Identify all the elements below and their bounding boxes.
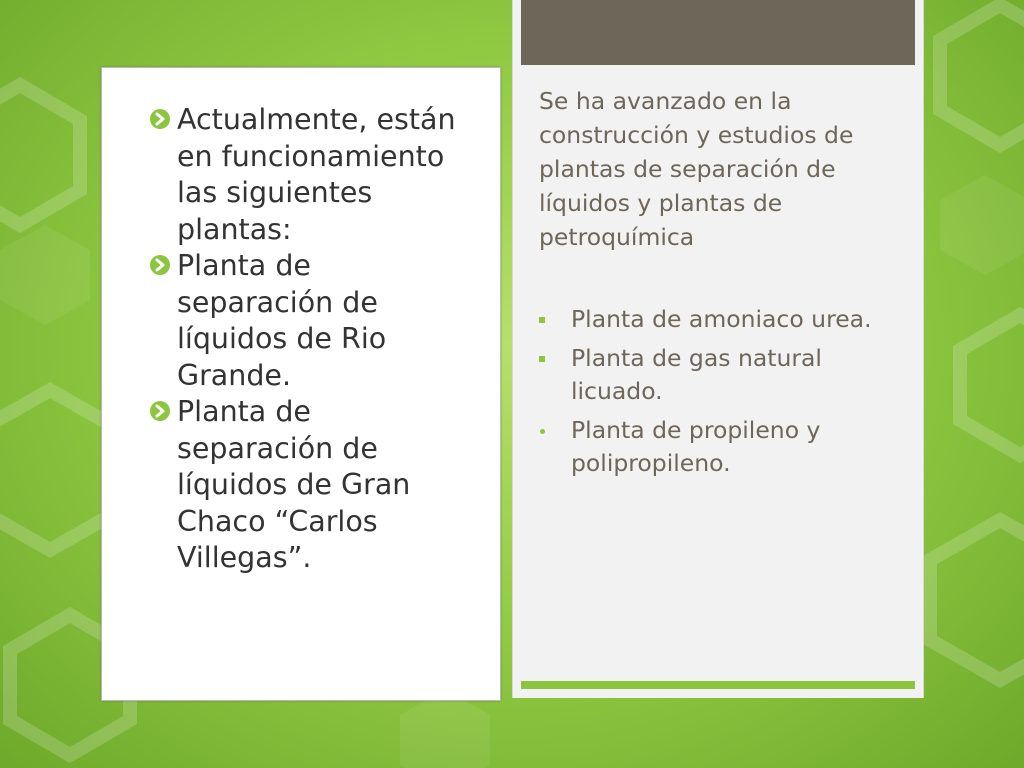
list-item-text: Planta de separación de líquidos de Gran Chaco “Carlos Villegas”. [177, 395, 411, 574]
right-bullet-list [513, 303, 923, 486]
square-bullet-icon [539, 317, 545, 323]
list-item-text: Planta de separación de líquidos de Rio Grande. [177, 249, 387, 392]
circle-chevron-bullet-icon [149, 254, 171, 276]
list-item-text: Planta de amoniaco urea. [571, 305, 872, 333]
list-item [102, 394, 500, 577]
list-item [513, 342, 923, 409]
list-item [513, 414, 923, 481]
list-item [513, 303, 923, 337]
list-item-text: Actualmente, están en funcionamiento las siguientes plantas: [177, 103, 456, 246]
left-content-card [101, 67, 501, 701]
circle-chevron-bullet-icon [149, 400, 171, 422]
header-accent-bar [521, 0, 915, 65]
right-content-card [512, 0, 924, 698]
list-item [102, 102, 500, 248]
list-item-text: Planta de propileno y polipropileno. [571, 415, 821, 477]
footer-accent-bar [521, 681, 915, 689]
intro-paragraph: Se ha avanzado en la construcción y estudios de plantas de separación de líquidos y plantas de petroquímica [539, 87, 854, 251]
list-item-text: Planta de gas natural licuado. [571, 343, 822, 405]
left-bullet-list [102, 102, 500, 577]
list-item [102, 248, 500, 394]
circle-chevron-bullet-icon [149, 108, 171, 130]
dot-bullet-icon [540, 429, 545, 434]
square-bullet-icon [539, 356, 545, 362]
